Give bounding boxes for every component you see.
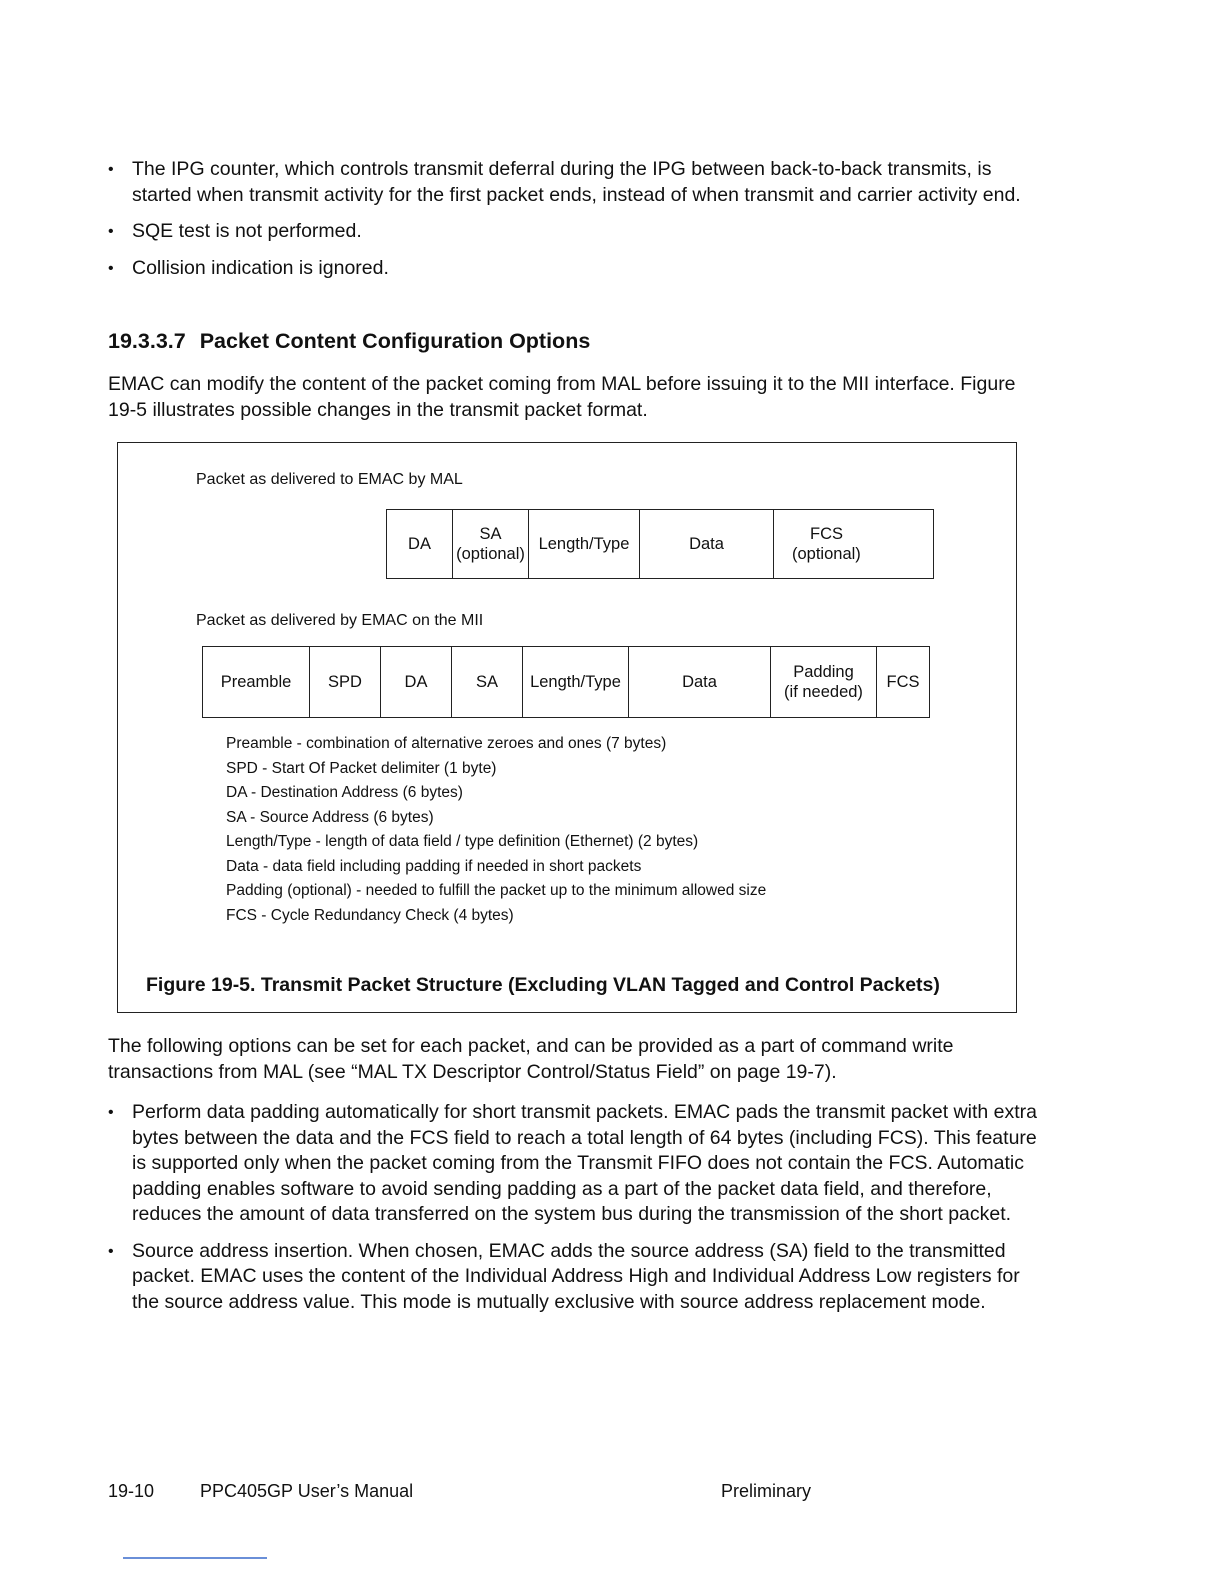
- intro-paragraph: EMAC can modify the content of the packet coming from MAL before issuing it to the MII interface. Figure 19-5 illustrates possible changes in the transmit packet format.: [108, 373, 1016, 421]
- legend-item: SA - Source Address (6 bytes): [226, 808, 434, 826]
- list-item: • SQE test is not performed.: [108, 219, 1038, 245]
- field-sa: [453, 510, 529, 578]
- legend-item: Length/Type - length of data field / type definition (Ethernet) (2 bytes): [226, 833, 699, 850]
- options-paragraph: The following options can be set for each packet, and can be provided as a part of command write transactions from MAL (see “MAL TX Descriptor Control/Status Field” on page 19-7).: [108, 1035, 954, 1083]
- field-data: [640, 510, 774, 578]
- section-title: Packet Content Configuration Options: [199, 329, 591, 353]
- field-data: [629, 647, 771, 717]
- legend-item: Padding (optional) - needed to fulfill the packet up to the minimum allowed size: [226, 882, 767, 899]
- list-item: • Perform data padding automatically for short transmit packets. EMAC pads the transmit packet with extra bytes between the data and the FCS field to reach a total length of 64 bytes (including FCS). This feature is supported only when the packet coming from the Transmit FIFO does not contain the FCS. Automatic padding enables software to avoid sending padding as a part of the packet data field, and therefore, reduces the amount of data transferred on the system bus during the transmission of the short packet.: [108, 1100, 1038, 1228]
- section-number: 19.3.3.7: [108, 329, 186, 353]
- cell-sublabel: (optional): [792, 545, 861, 563]
- cell-label: Length/Type: [538, 535, 630, 553]
- cell-label: Length/Type: [530, 673, 621, 691]
- page-divider: [123, 1557, 267, 1559]
- legend-item: SPD - Start Of Packet delimiter (1 byte): [226, 759, 497, 777]
- cell-sublabel: (optional): [456, 545, 525, 563]
- cell-sublabel: (if needed): [784, 683, 863, 701]
- field-spd: [310, 647, 381, 717]
- field-length-type: [523, 647, 629, 717]
- footer-manual-title: PPC405GP User’s Manual: [200, 1481, 414, 1501]
- legend-item: Data - data field including padding if needed in short packets: [226, 857, 642, 875]
- cell-label: Data: [689, 535, 724, 553]
- field-da: [387, 510, 453, 578]
- mal-packet-row: [386, 509, 934, 579]
- cell-label: Padding: [793, 663, 854, 681]
- top-bullet-list: [108, 157, 1038, 292]
- cell-label: DA: [408, 535, 431, 553]
- field-padding: [771, 647, 877, 717]
- figure-19-5: [117, 442, 1017, 1013]
- cell-label: FCS: [886, 673, 920, 691]
- footer-status: Preliminary: [721, 1481, 812, 1501]
- cell-label: Preamble: [220, 673, 292, 691]
- footer-page-number: 19-10: [108, 1481, 155, 1501]
- field-sa: [452, 647, 523, 717]
- cell-label: SPD: [328, 673, 362, 691]
- field-da: [381, 647, 452, 717]
- field-preamble: [203, 647, 310, 717]
- figure-caption: Figure 19-5. Transmit Packet Structure (Excluding VLAN Tagged and Control Packets): [146, 974, 940, 996]
- list-item: • The IPG counter, which controls transmit deferral during the IPG between back-to-back transmits, is started when transmit activity for the first packet ends, instead of when transmit and carrier activity end.: [108, 157, 1038, 208]
- legend-item: Preamble - combination of alternative zeroes and ones (7 bytes): [226, 735, 667, 752]
- figure-legend: [226, 732, 766, 928]
- cell-label: DA: [404, 673, 428, 691]
- list-item: • Source address insertion. When chosen, EMAC adds the source address (SA) field to the transmitted packet. EMAC uses the content of the Individual Address High and Individual Address Low registers for the source address value. This mode is mutually exclusive with source address replacement mode.: [108, 1239, 1038, 1316]
- list-item: • Collision indication is ignored.: [108, 256, 1038, 282]
- cell-label: SA: [475, 673, 498, 691]
- field-fcs: [877, 647, 929, 717]
- legend-item: FCS - Cycle Redundancy Check (4 bytes): [226, 906, 514, 924]
- cell-label: SA: [479, 525, 502, 543]
- mii-packet-row: [202, 646, 930, 718]
- section-heading: [108, 329, 590, 354]
- legend-item: DA - Destination Address (6 bytes): [226, 784, 463, 801]
- mii-packet-label: Packet as delivered by EMAC on the MII: [196, 612, 484, 629]
- cell-label: FCS: [810, 525, 843, 543]
- mal-packet-label: Packet as delivered to EMAC by MAL: [196, 471, 463, 488]
- field-fcs: [774, 510, 933, 578]
- options-bullet-list: [108, 1100, 1038, 1326]
- field-length-type: [529, 510, 640, 578]
- cell-label: Data: [682, 673, 717, 691]
